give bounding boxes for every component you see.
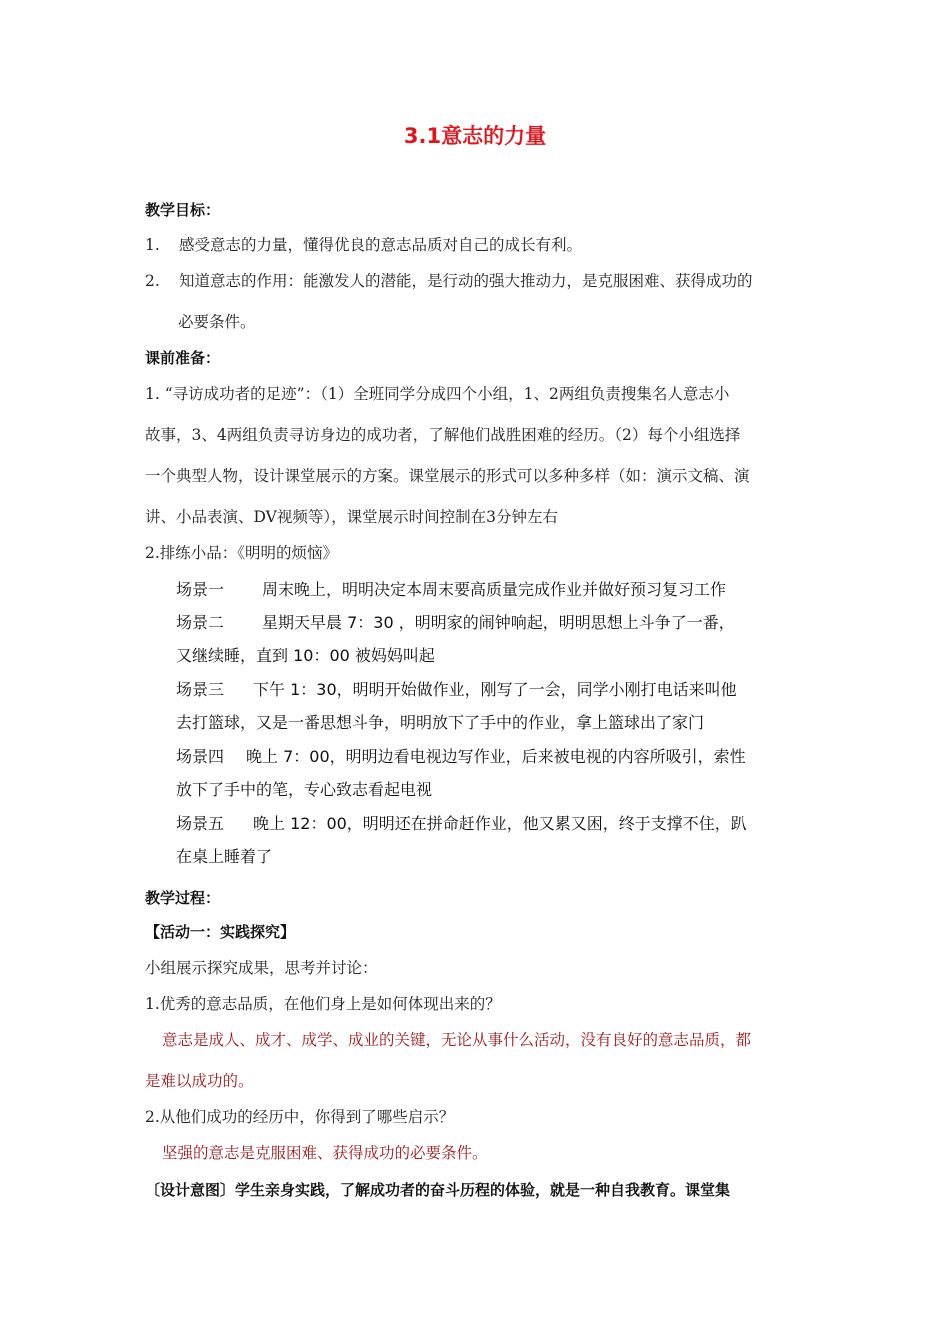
scene-5-text-cont: 在桌上睡着了: [176, 847, 273, 866]
scene-4-text-cont: 放下了手中的笔，专心致志看起电视: [176, 780, 433, 799]
scene-4-label: 场景四: [176, 747, 225, 766]
scene-3: [176, 680, 737, 700]
goals-heading: 教学目标：: [145, 201, 221, 219]
goal-item-1: [145, 235, 582, 255]
goal-item-2-number: 2.: [145, 272, 160, 290]
scene-1-label: 场景一: [176, 580, 225, 599]
question-2: 2.从他们成功的经历中，你得到了哪些启示？: [145, 1108, 455, 1126]
document-title: 3.1意志的力量: [403, 124, 547, 148]
design-intent: 〔设计意图〕学生亲身实践，了解成功者的奋斗历程的体验，就是一种自我教育。课堂集: [145, 1181, 731, 1199]
prep-paragraph-1-line-3: 一个典型人物，设计课堂展示的方案。课堂展示的形式可以多种多样（如：演示文稿、演: [145, 467, 750, 485]
scene-4-text: 晚上 7：00，明明边看电视边写作业，后来被电视的内容所吸引，索性: [246, 747, 746, 766]
goal-item-2: [145, 271, 753, 291]
prep-paragraph-1-line-2: 故事，3、4两组负责寻访身边的成功者，了解他们战胜困难的经历。（2）每个小组选择: [145, 426, 741, 444]
goal-item-2-text-cont: 必要条件。: [178, 313, 256, 331]
scene-4: [176, 747, 746, 767]
scene-3-text: 下午 1：30，明明开始做作业，刚写了一会，同学小刚打电话来叫他: [253, 680, 737, 699]
goal-item-2-text: 知道意志的作用：能激发人的潜能，是行动的强大推动力，是克服困难、获得成功的: [179, 272, 753, 290]
scene-1: [176, 580, 726, 600]
scene-5-text: 晚上 12：00，明明还在拼命赶作业，他又累又困，终于支撑不住，趴: [253, 814, 747, 833]
goal-item-1-number: 1.: [145, 236, 160, 254]
prep-heading: 课前准备：: [145, 349, 221, 367]
answer-1-line-1: 意志是成人、成才、成学、成业的关键，无论从事什么活动，没有良好的意志品质，都: [162, 1031, 752, 1049]
scene-5: [176, 814, 747, 834]
goal-item-1-text: 感受意志的力量，懂得优良的意志品质对自己的成长有利。: [179, 236, 583, 254]
process-heading: 教学过程：: [145, 889, 221, 907]
activity-intro: 小组展示探究成果，思考并讨论：: [145, 959, 378, 977]
scene-5-label: 场景五: [176, 814, 225, 833]
activity-heading: 【活动一：实践探究】: [145, 923, 296, 941]
scene-2-label: 场景二: [176, 613, 225, 632]
prep-paragraph-1-line-4: 讲、小品表演、DV视频等），课堂展示时间控制在3分钟左右: [145, 508, 558, 526]
scene-2-text-cont: 又继续睡，直到 10：00 被妈妈叫起: [176, 646, 435, 665]
prep-paragraph-2: 2.排练小品：《明明的烦恼》: [145, 544, 339, 562]
scene-3-text-cont: 去打篮球，又是一番思想斗争，明明放下了手中的作业，拿上篮球出了家门: [176, 713, 705, 732]
question-1: 1.优秀的意志品质，在他们身上是如何体现出来的？: [145, 995, 501, 1013]
answer-1-line-2: 是难以成功的。: [145, 1072, 254, 1090]
scene-2-text: 星期天早晨 7：30 ，明明家的闹钟响起，明明思想上斗争了一番，: [262, 613, 735, 632]
scene-1-text: 周末晚上，明明决定本周末要高质量完成作业并做好预习复习工作: [262, 580, 727, 599]
answer-2: 坚强的意志是克服困难、获得成功的必要条件。: [162, 1144, 488, 1162]
prep-paragraph-1-line-1: 1. “寻访成功者的足迹”：（1）全班同学分成四个小组，1、2两组负责搜集名人意志小: [145, 385, 730, 403]
scene-3-label: 场景三: [176, 680, 225, 699]
scene-2: [176, 613, 735, 633]
